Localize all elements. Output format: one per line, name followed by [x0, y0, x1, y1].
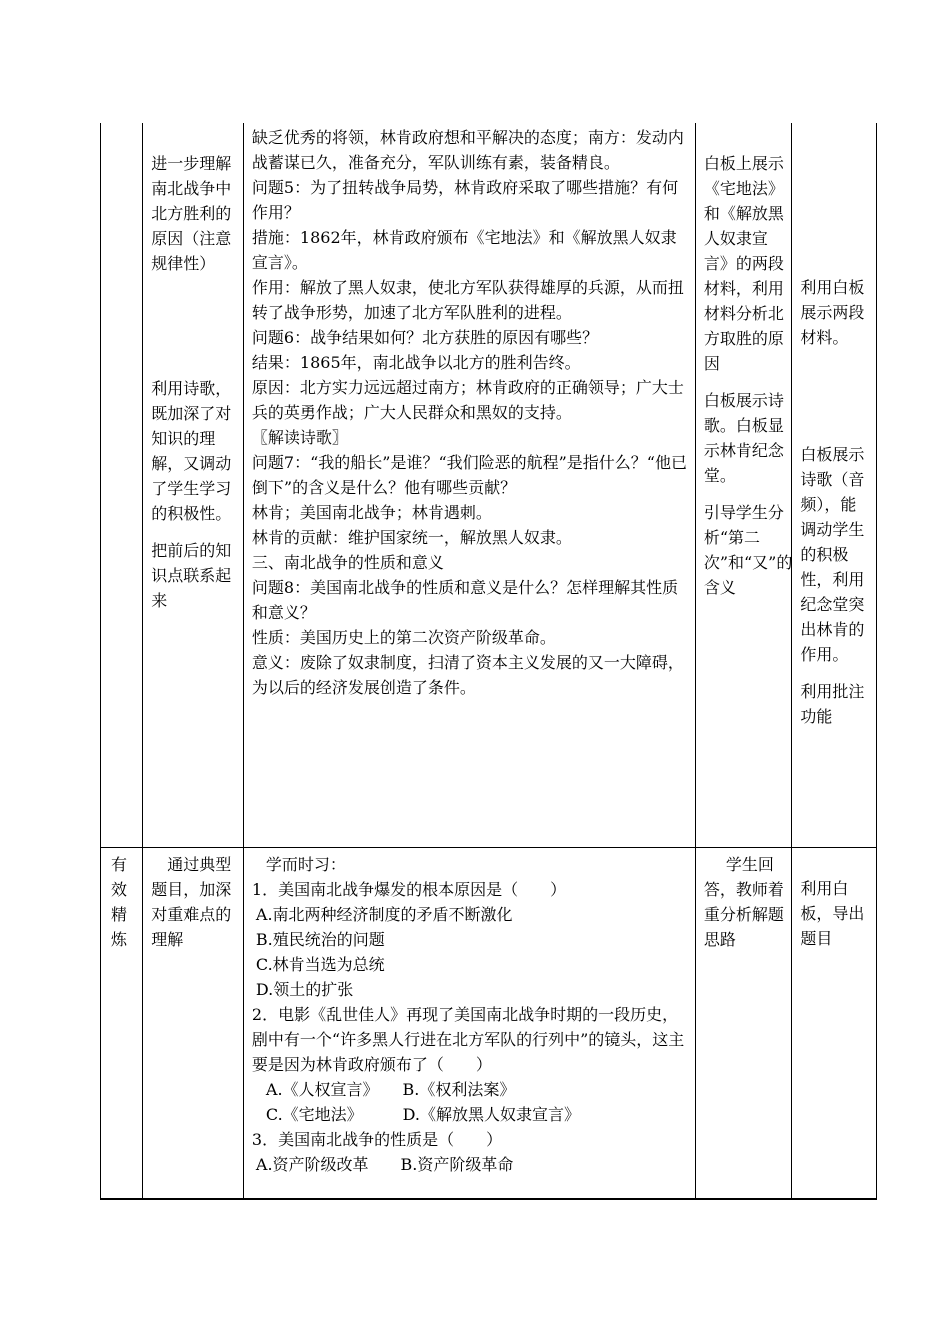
activity-text-1: 白板上展示《宅地法》和《解放黑人奴隶宣言》的两段材料，利用材料分析北方取胜的原因 [703, 154, 784, 373]
option: A.南北两种经济制度的矛盾不断激化 [255, 905, 513, 924]
activity-cell [695, 848, 792, 1200]
question-8: 问题8：美国南北战争的性质和意义是什么？怎样理解其性质和意义？ [251, 578, 679, 622]
tech-cell [792, 123, 877, 848]
intent-text: 通过典型题目，加深对重难点的理解 [151, 855, 232, 949]
activity-cell [695, 123, 792, 848]
content-cell [243, 123, 695, 848]
section-heading: 三、南北战争的性质和意义 [251, 553, 444, 572]
option: D.领土的扩张 [255, 980, 354, 999]
option: A.资产阶级改革 B.资产阶级革命 [255, 1155, 514, 1174]
section-label: 〖解读诗歌〗 [251, 428, 348, 447]
stage-cell [101, 848, 143, 1200]
question-5: 问题5：为了扭转战争局势，林肯政府采取了哪些措施？有何作用？ [251, 178, 679, 222]
content-line: 意义：废除了奴隶制度，扫清了资本主义发展的又一大障碍，为以后的经济发展创造了条件。 [251, 653, 684, 697]
exercise-heading: 学而时习： [265, 855, 346, 874]
content-line: 作用：解放了黑人奴隶，使北方军队获得雄厚的兵源，从而扭转了战争形势，加速了北方军队胜利的进程。 [251, 278, 684, 322]
option: C.林肯当选为总统 [255, 955, 385, 974]
question-1: 1．美国南北战争爆发的根本原因是（ ） [251, 880, 567, 899]
content-line: 措施：1862年，林肯政府颁布《宅地法》和《解放黑人奴隶宣言》。 [251, 228, 677, 272]
intent-text-2: 利用诗歌，既加深了对知识的理解，又调动了学生学习的积极性。 [151, 379, 232, 523]
tech-cell [792, 848, 877, 1200]
stage-label: 有效精炼 [111, 855, 128, 949]
stage-cell [101, 123, 143, 848]
tech-text-2: 白板展示诗歌（音频），能调动学生的积极性，利用纪念堂突出林肯的作用。 [800, 445, 865, 664]
intent-text-1: 进一步理解南北战争中北方胜利的原因（注意规律性） [151, 154, 232, 273]
tech-text: 利用白板，导出题目 [800, 879, 865, 948]
question-2: 2．电影《乱世佳人》再现了美国南北战争时期的一段历史，剧中有一个“许多黑人行进在北方军队的行列中”的镜头，这主要是因为林肯政府颁布了（ ） [251, 1005, 685, 1074]
content-line: 林肯；美国南北战争；林肯遇刺。 [251, 503, 492, 522]
option: A.《人权宣言》 B.《权利法案》 [265, 1080, 516, 1099]
content-line: 林肯的贡献：维护国家统一，解放黑人奴隶。 [251, 528, 572, 547]
option: C.《宅地法》 D.《解放黑人奴隶宣言》 [265, 1105, 581, 1124]
intent-text-3: 把前后的知识点联系起来 [151, 541, 232, 610]
content-line: 结果：1865年，南北战争以北方的胜利告终。 [251, 353, 581, 372]
option: B.殖民统治的问题 [255, 930, 385, 949]
intent-cell [143, 848, 244, 1200]
activity-text-2: 白板展示诗歌。白板显示林肯纪念堂。 [703, 391, 784, 485]
content-cell [243, 848, 695, 1200]
content-line: 原因：北方实力远远超过南方；林肯政府的正确领导；广大士兵的英勇作战；广大人民群众和黑奴的支持。 [251, 378, 684, 422]
activity-text-3: 引导学生分析“第二次”和“又”的含义 [703, 503, 793, 597]
content-line: 性质：美国历史上的第二次资产阶级革命。 [251, 628, 556, 647]
content-line: 缺乏优秀的将领，林肯政府想和平解决的态度；南方：发动内战蓄谋已久，准备充分，军队训练有素，装备精良。 [251, 128, 684, 172]
tech-text-1: 利用白板展示两段材料。 [800, 278, 865, 347]
table-row [101, 123, 877, 848]
tech-text-3: 利用批注功能 [800, 682, 865, 726]
table-row [101, 848, 877, 1200]
activity-text: 学生回答，教师着重分析解题思路 [703, 855, 784, 949]
question-3: 3．美国南北战争的性质是（ ） [251, 1130, 503, 1149]
question-7: 问题7：“我的船长”是谁？“我们险恶的航程”是指什么？“他已倒下”的含义是什么？他有哪些贡献？ [251, 453, 687, 497]
question-6: 问题6：战争结果如何？北方获胜的原因有哪些？ [251, 328, 599, 347]
lesson-plan-table [100, 123, 877, 1200]
intent-cell [143, 123, 244, 848]
